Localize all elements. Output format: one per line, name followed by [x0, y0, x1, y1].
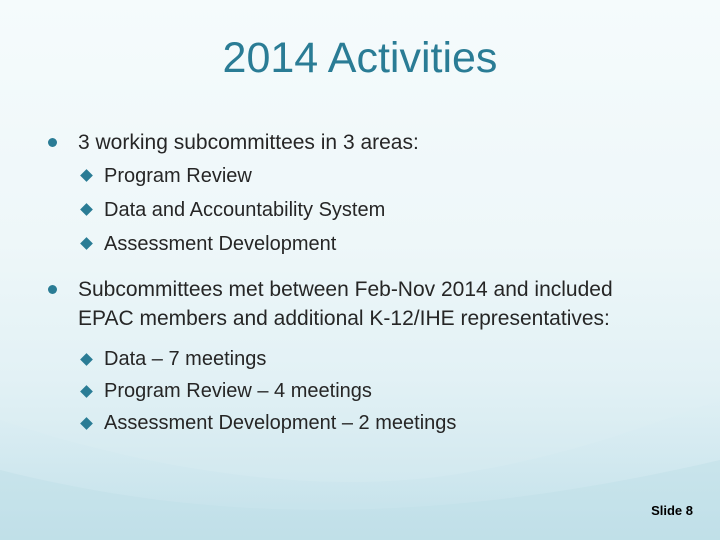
diamond-bullet-icon	[80, 203, 93, 216]
circle-bullet-icon	[48, 285, 57, 294]
sub-bullet-item	[46, 375, 666, 407]
sub-bullet-item	[46, 407, 666, 439]
sub-bullet-text: Assessment Development – 2 meetings	[104, 412, 457, 434]
slide-content	[46, 128, 666, 439]
bullet-text: 3 working subcommittees in 3 areas:	[78, 131, 419, 154]
slide-title: 2014 Activities	[222, 34, 498, 82]
sub-bullet-text: Assessment Development	[104, 233, 337, 255]
bullet-text: Subcommittees met between Feb-Nov 2014 and included EPAC members and additional K-12/IHE representatives:	[78, 278, 613, 330]
bullet-item	[46, 128, 666, 157]
sub-bullet-list	[46, 159, 666, 261]
diamond-bullet-icon	[80, 237, 93, 250]
sub-bullet-item	[46, 193, 666, 227]
diamond-bullet-icon	[80, 417, 93, 430]
sub-bullet-text: Data and Accountability System	[104, 199, 386, 221]
sub-bullet-item	[46, 343, 666, 375]
sub-bullet-list	[46, 343, 666, 439]
sub-bullet-item	[46, 159, 666, 193]
diamond-bullet-icon	[80, 353, 93, 366]
circle-bullet-icon	[48, 138, 57, 147]
bullet-item	[46, 275, 666, 333]
slide-number: Slide 8	[651, 503, 693, 518]
sub-bullet-text: Program Review	[104, 165, 252, 187]
sub-bullet-text: Data – 7 meetings	[104, 348, 267, 370]
diamond-bullet-icon	[80, 385, 93, 398]
diamond-bullet-icon	[80, 169, 93, 182]
sub-bullet-item	[46, 227, 666, 261]
sub-bullet-text: Program Review – 4 meetings	[104, 380, 372, 402]
